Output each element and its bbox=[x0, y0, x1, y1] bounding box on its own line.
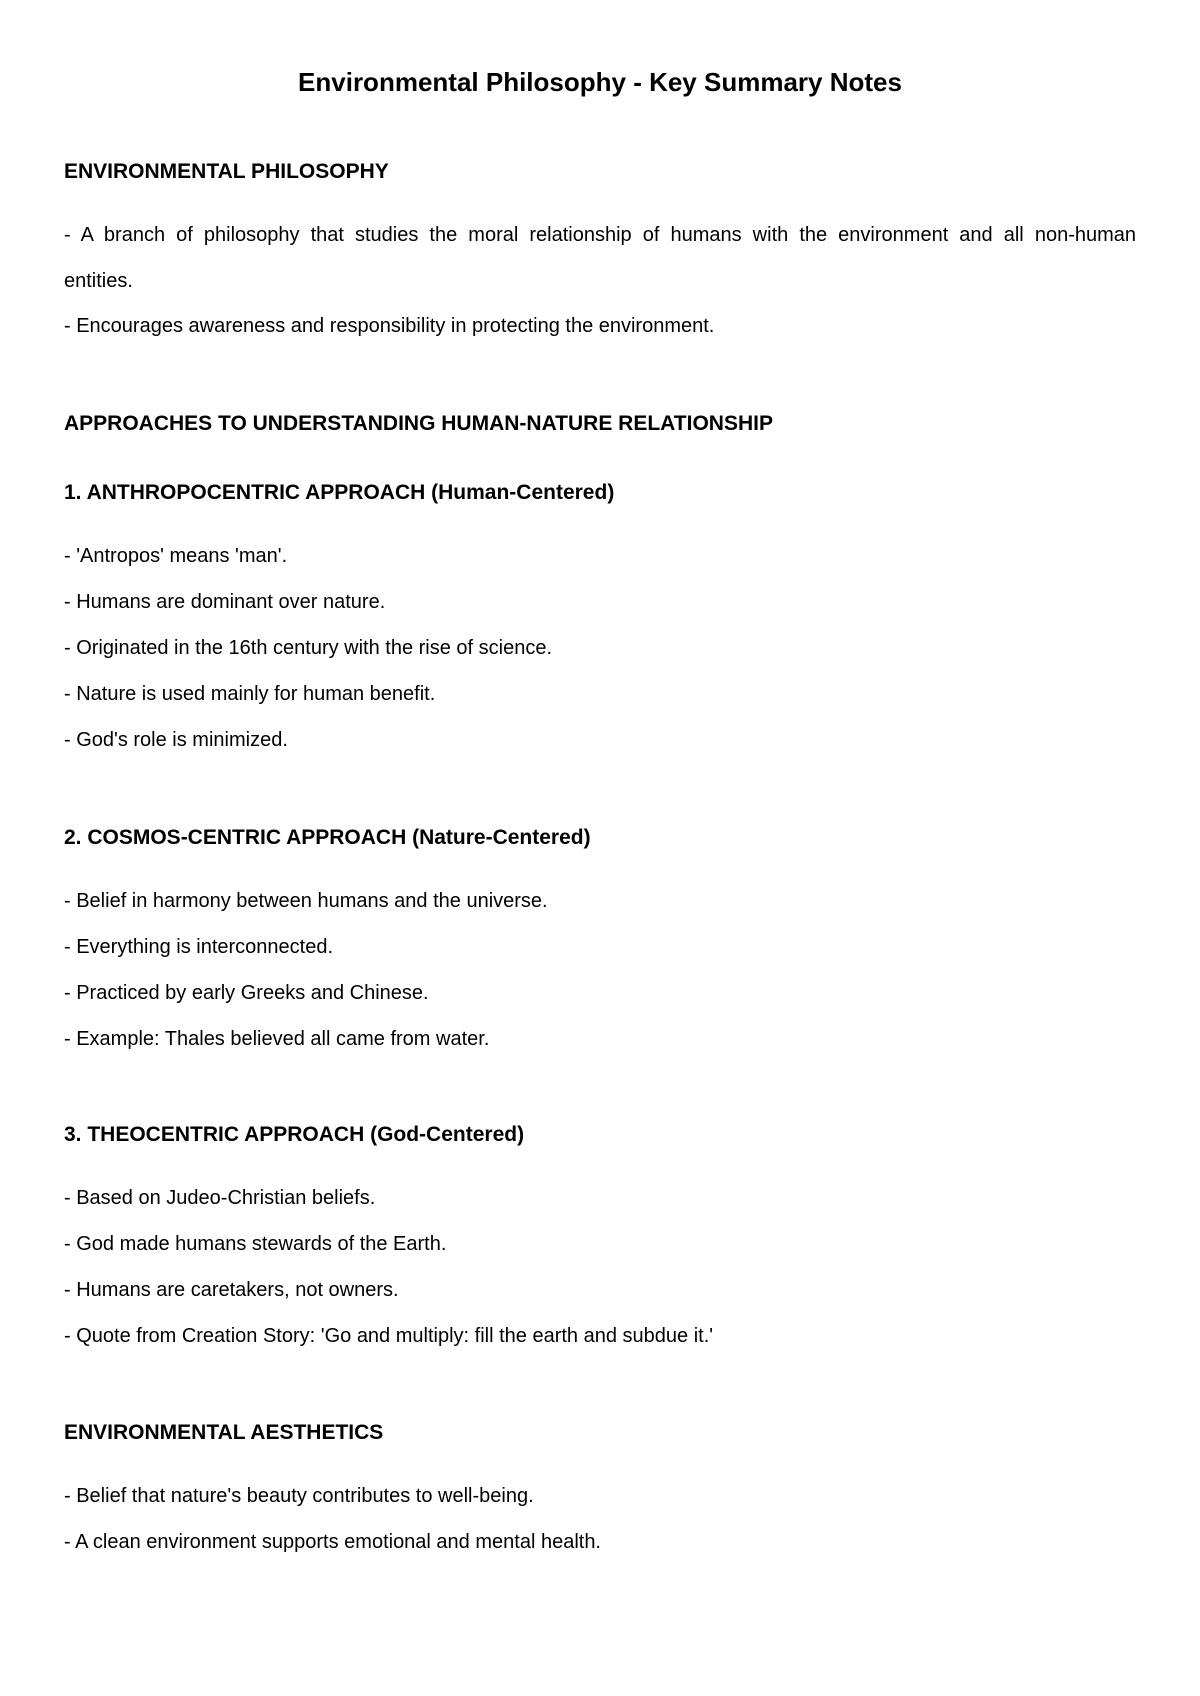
document-title: Environmental Philosophy - Key Summary Notes bbox=[298, 67, 902, 97]
list-item: - God made humans stewards of the Earth. bbox=[64, 1233, 447, 1255]
subsection-heading-cosmocentric: 2. COSMOS-CENTRIC APPROACH (Nature-Centered) bbox=[64, 826, 591, 849]
section-heading-approaches: APPROACHES TO UNDERSTANDING HUMAN-NATURE RELATIONSHIP bbox=[64, 412, 773, 435]
list-item: - Originated in the 16th century with the rise of science. bbox=[64, 637, 553, 659]
list-item: - Everything is interconnected. bbox=[64, 936, 334, 958]
list-item: - Example: Thales believed all came from water. bbox=[64, 1028, 490, 1050]
list-item: - Based on Judeo-Christian beliefs. bbox=[64, 1187, 376, 1209]
list-item: - 'Antropos' means 'man'. bbox=[64, 545, 288, 567]
list-item: - God's role is minimized. bbox=[64, 729, 288, 751]
list-item: - Belief in harmony between humans and the universe. bbox=[64, 890, 548, 912]
list-item: - A clean environment supports emotional and mental health. bbox=[64, 1531, 601, 1553]
section-heading-environmental-philosophy: ENVIRONMENTAL PHILOSOPHY bbox=[64, 160, 389, 183]
paragraph-definition: - A branch of philosophy that studies the moral relationship of humans with the environment and all non-human entities. bbox=[64, 224, 1136, 292]
subsection-heading-anthropocentric: 1. ANTHROPOCENTRIC APPROACH (Human-Centered) bbox=[64, 481, 615, 504]
paragraph-awareness: - Encourages awareness and responsibility in protecting the environment. bbox=[64, 315, 715, 337]
list-item: - Quote from Creation Story: 'Go and multiply: fill the earth and subdue it.' bbox=[64, 1325, 714, 1347]
section-heading-aesthetics: ENVIRONMENTAL AESTHETICS bbox=[64, 1421, 384, 1444]
list-item: - Humans are dominant over nature. bbox=[64, 591, 386, 613]
list-item: - Humans are caretakers, not owners. bbox=[64, 1279, 399, 1301]
subsection-heading-theocentric: 3. THEOCENTRIC APPROACH (God-Centered) bbox=[64, 1123, 525, 1146]
list-item: - Practiced by early Greeks and Chinese. bbox=[64, 982, 429, 1004]
list-item: - Belief that nature's beauty contributes to well-being. bbox=[64, 1485, 534, 1507]
list-item: - Nature is used mainly for human benefit. bbox=[64, 683, 436, 705]
